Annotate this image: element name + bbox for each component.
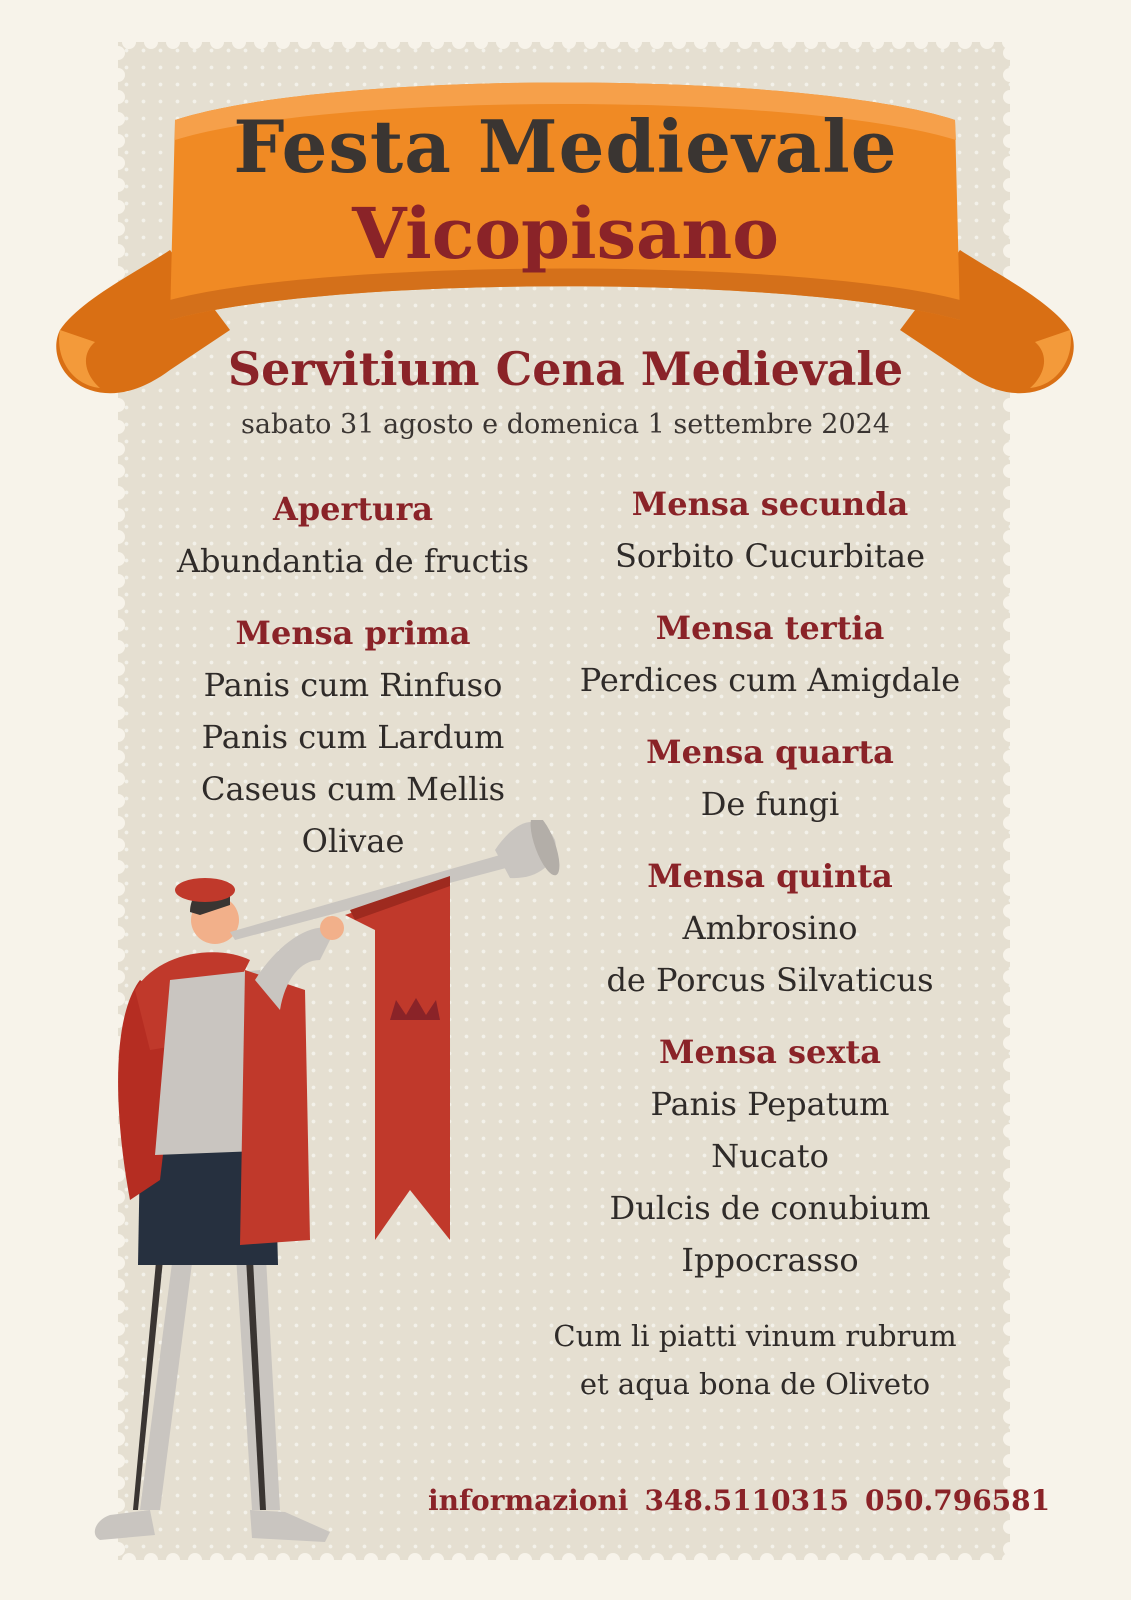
perforation-dot xyxy=(1003,794,1017,808)
dish-item: Panis Pepatum xyxy=(650,1085,890,1123)
perforation-dot xyxy=(1003,772,1017,786)
perforation-dot xyxy=(1003,1300,1017,1314)
perforation-dot xyxy=(111,728,125,742)
menu-left-column xyxy=(143,483,563,867)
perforation-dot xyxy=(1003,508,1017,522)
info-label: informazioni xyxy=(428,1484,629,1517)
perforation-dot xyxy=(1003,706,1017,720)
perforation-dot xyxy=(1003,684,1017,698)
perforation-dot xyxy=(111,750,125,764)
perforation-dot xyxy=(111,552,125,566)
perforation-dot xyxy=(111,508,125,522)
perforation-dot xyxy=(1003,1410,1017,1424)
perforation-dot xyxy=(892,1553,906,1567)
menu-right-column xyxy=(560,478,980,1286)
perforation-dot xyxy=(1003,1058,1017,1072)
trumpeter-figure xyxy=(40,820,580,1560)
wine-note xyxy=(545,1312,965,1408)
perforation-dot xyxy=(1003,860,1017,874)
perforation-dot xyxy=(848,1553,862,1567)
perforation-dot xyxy=(1003,750,1017,764)
perforation-dot xyxy=(111,464,125,478)
phone-number[interactable]: 348.5110315 xyxy=(644,1484,850,1517)
perforation-dot xyxy=(111,706,125,720)
dish-item: Ippocrasso xyxy=(681,1241,859,1279)
perforation-dot xyxy=(1003,970,1017,984)
perforation-dot xyxy=(1003,948,1017,962)
dish-item: Caseus cum Mellis xyxy=(201,770,505,808)
dish-item: Abundantia de fructis xyxy=(176,542,530,580)
course-heading: Mensa sexta xyxy=(659,1033,881,1071)
perforation-dot xyxy=(1003,1388,1017,1402)
perforation-dot xyxy=(870,1553,884,1567)
perforation-dot xyxy=(1003,728,1017,742)
perforation-dot xyxy=(1003,1454,1017,1468)
perforation-dot xyxy=(1003,1256,1017,1270)
perforation-dot xyxy=(782,1553,796,1567)
perforation-dot xyxy=(584,1553,598,1567)
perforation-dot xyxy=(804,1553,818,1567)
perforation-dot xyxy=(716,1553,730,1567)
perforation-dot xyxy=(1003,882,1017,896)
perforation-dot xyxy=(606,1553,620,1567)
perforation-dot xyxy=(1003,1432,1017,1446)
event-date: sabato 31 agosto e domenica 1 settembre 2024 xyxy=(241,409,890,440)
perforation-dot xyxy=(1003,552,1017,566)
perforation-dot xyxy=(914,1553,928,1567)
perforation-dot xyxy=(1003,838,1017,852)
perforation-dot xyxy=(672,1553,686,1567)
perforation-dot xyxy=(1003,596,1017,610)
perforation-dot xyxy=(1003,640,1017,654)
perforation-dot xyxy=(111,662,125,676)
perforation-dot xyxy=(111,574,125,588)
perforation-dot xyxy=(1003,992,1017,1006)
wine-note-line: et aqua bona de Oliveto xyxy=(579,1367,931,1401)
wine-note-line: Cum li piatti vinum rubrum xyxy=(553,1319,957,1353)
event-location: Vicopisano xyxy=(352,192,779,275)
course-heading: Mensa quinta xyxy=(647,857,893,895)
course-heading: Mensa prima xyxy=(235,614,471,652)
perforation-dot xyxy=(936,1553,950,1567)
perforation-dot xyxy=(111,486,125,500)
perforation-dot xyxy=(1003,1190,1017,1204)
perforation-dot xyxy=(111,684,125,698)
dish-item: Nucato xyxy=(711,1137,829,1175)
perforation-dot xyxy=(111,530,125,544)
perforation-dot xyxy=(628,1553,642,1567)
perforation-dot xyxy=(1003,1234,1017,1248)
perforation-dot xyxy=(111,794,125,808)
dish-item: Olivae xyxy=(301,822,405,860)
perforation-dot xyxy=(980,1553,994,1567)
perforation-dot xyxy=(1003,1036,1017,1050)
dish-item: Panis cum Rinfuso xyxy=(203,666,503,704)
perforation-dot xyxy=(1003,1014,1017,1028)
perforation-dot xyxy=(111,772,125,786)
dish-item: de Porcus Silvaticus xyxy=(606,961,934,999)
perforation-dot xyxy=(826,1553,840,1567)
dinner-subtitle: Servitium Cena Medievale xyxy=(227,342,904,396)
perforation-dot xyxy=(1003,1278,1017,1292)
perforation-dot xyxy=(694,1553,708,1567)
perforation-dot xyxy=(1003,1366,1017,1380)
perforation-dot xyxy=(1003,1080,1017,1094)
perforation-dot xyxy=(111,640,125,654)
event-title: Festa Medievale xyxy=(233,104,898,189)
perforation-dot xyxy=(1003,486,1017,500)
perforation-dot xyxy=(1003,1102,1017,1116)
perforation-dot xyxy=(760,1553,774,1567)
dish-item: Ambrosino xyxy=(682,909,858,947)
dish-item: Perdices cum Amigdale xyxy=(579,661,961,699)
perforation-dot xyxy=(1003,1520,1017,1534)
perforation-dot xyxy=(1003,442,1017,456)
perforation-dot xyxy=(1003,662,1017,676)
perforation-dot xyxy=(111,618,125,632)
phone-number[interactable]: 050.796581 xyxy=(865,1484,1051,1517)
perforation-dot xyxy=(111,596,125,610)
perforation-dot xyxy=(1003,1124,1017,1138)
perforation-dot xyxy=(1003,1212,1017,1226)
course-heading: Mensa tertia xyxy=(655,609,885,647)
dish-item: Sorbito Cucurbitae xyxy=(614,537,925,575)
perforation-dot xyxy=(1003,1542,1017,1556)
dish-item: De fungi xyxy=(700,785,840,823)
course-heading: Mensa secunda xyxy=(631,485,909,523)
perforation-dot xyxy=(1003,1146,1017,1160)
perforation-dot xyxy=(1003,574,1017,588)
perforation-dot xyxy=(1003,926,1017,940)
perforation-dot xyxy=(738,1553,752,1567)
perforation-dot xyxy=(650,1553,664,1567)
dish-item: Dulcis de conubium xyxy=(609,1189,931,1227)
perforation-dot xyxy=(1003,1344,1017,1358)
perforation-dot xyxy=(1003,1322,1017,1336)
perforation-dot xyxy=(1003,618,1017,632)
perforation-dot xyxy=(1003,904,1017,918)
perforation-dot xyxy=(111,442,125,456)
perforation-dot xyxy=(1003,464,1017,478)
perforation-dot xyxy=(1003,1168,1017,1182)
perforation-dot xyxy=(1003,816,1017,830)
course-heading: Mensa quarta xyxy=(646,733,894,771)
dish-item: Panis cum Lardum xyxy=(201,718,505,756)
perforation-dot xyxy=(1003,530,1017,544)
course-heading: Apertura xyxy=(272,490,434,528)
perforation-dot xyxy=(958,1553,972,1567)
